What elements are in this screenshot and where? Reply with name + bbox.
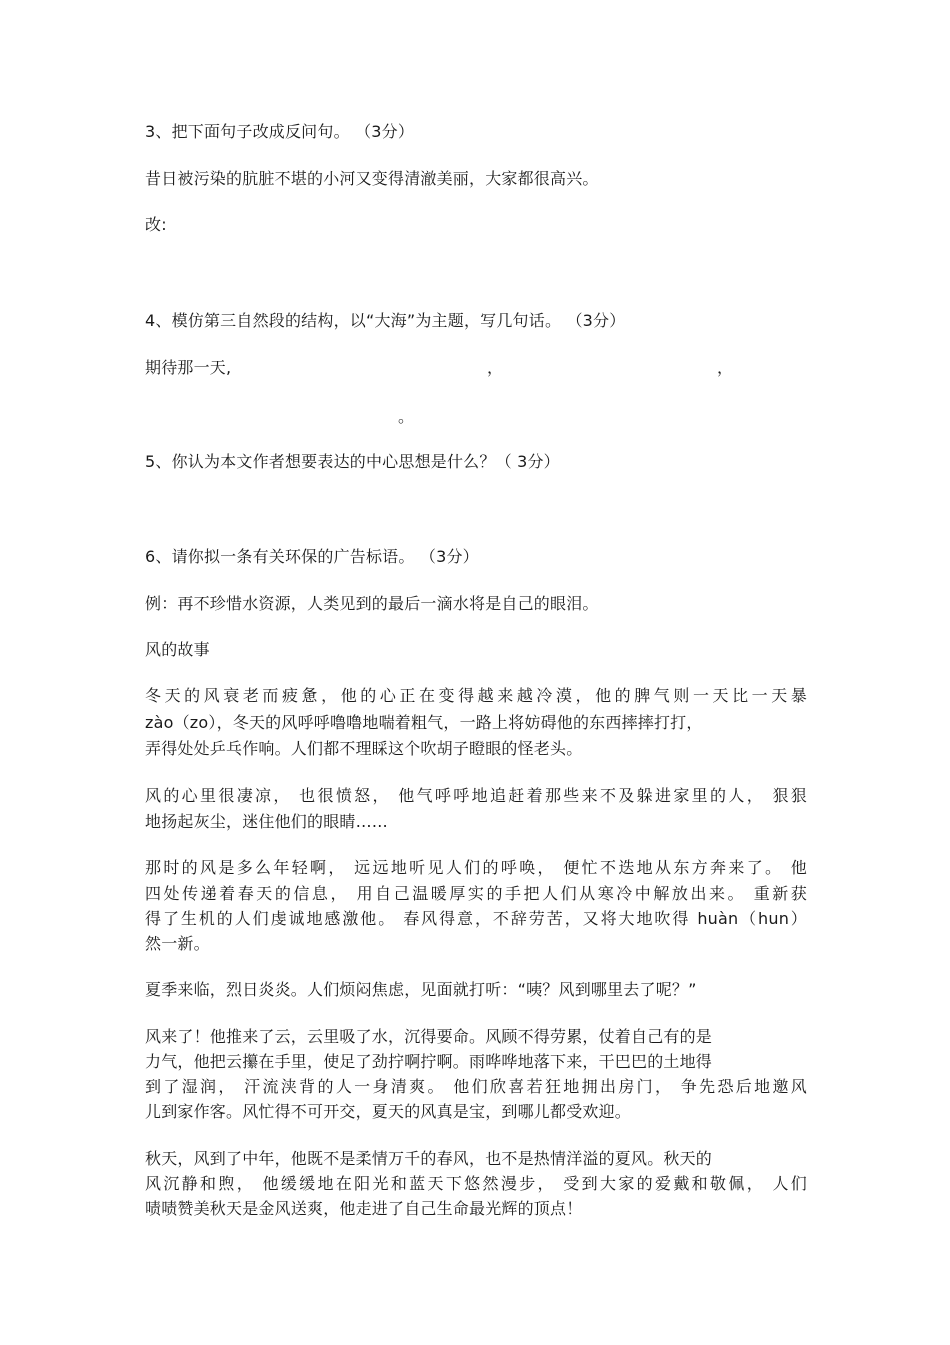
question-5-title: 5、你认为本文作者想要表达的中心思想是什么？（ 3分）: [145, 452, 560, 471]
story-p3-line-2: 四处传递着春天的信息， 用自己温暖厚实的手把人们从寒冷中解放出来。 重新获: [145, 884, 807, 903]
story-p1-line-3: 弄得处处乒乓作响。人们都不理睬这个吹胡子瞪眼的怪老头。: [145, 739, 583, 758]
story-p6-line-3: 啧啧赞美秋天是金风送爽，他走进了自己生命最光辉的顶点！: [145, 1199, 583, 1218]
question-3-sentence: 昔日被污染的肮脏不堪的小河又变得清澈美丽，大家都很高兴。: [145, 169, 599, 188]
story-p2-line-2: 地扬起灰尘，迷住他们的眼睛……: [145, 812, 389, 831]
question-4-period: 。: [398, 407, 415, 426]
story-p3-line-1: 那时的风是多么年轻啊， 远远地听见人们的呼唤， 便忙不迭地从东方奔来了。 他: [145, 858, 807, 877]
story-p3-line-3: 得了生机的人们虔诚地感激他。 春风得意，不辞劳苦，又将大地吹得 huàn（hun）: [145, 909, 807, 928]
story-title: 风的故事: [145, 640, 210, 659]
story-p6-line-2: 风沉静和煦， 他缓缓地在阳光和蓝天下悠然漫步， 受到大家的爱戴和敬佩， 人们: [145, 1174, 807, 1193]
question-4-fill-line: [145, 356, 807, 380]
story-p1-line-2: zào（zo），冬天的风呼呼噜噜地喘着粗气，一路上将妨碍他的东西摔摔打打，: [145, 713, 703, 732]
question-6-title: 6、请你拟一条有关环保的广告标语。 （3分）: [145, 547, 479, 566]
story-p5-line-1: 风来了！他推来了云，云里吸了水，沉得要命。风顾不得劳累，仗着自己有的是: [145, 1027, 713, 1046]
story-p5-line-2: 力气，他把云攥在手里，使足了劲拧啊拧啊。雨哗哗地落下来，干巴巴的土地得: [145, 1052, 713, 1071]
story-p3-line-4: 然一新。: [145, 934, 210, 953]
story-p5-line-3: 到了湿润， 汗流浃背的人一身清爽。 他们欣喜若狂地拥出房门， 争先恐后地邀风: [145, 1077, 807, 1096]
question-6-example: 例：再不珍惜水资源，人类见到的最后一滴水将是自己的眼泪。: [145, 594, 599, 613]
question-4-comma-1: ，: [487, 358, 504, 377]
story-p1-line-1: 冬天的风衰老而疲惫，他的心正在变得越来越冷漠，他的脾气则一天比一天暴: [145, 686, 807, 705]
story-p2-line-1: 风的心里很凄凉， 也很愤怒， 他气呼呼地追赶着那些来不及躲进家里的人， 狠狠: [145, 786, 807, 805]
question-4-comma-2: ，: [717, 358, 734, 377]
question-3-title: 3、把下面句子改成反问句。 （3分）: [145, 122, 415, 141]
story-p4-line-1: 夏季来临，烈日炎炎。人们烦闷焦虑，见面就打听：“咦？风到哪里去了呢？”: [145, 980, 697, 999]
story-p6-line-1: 秋天，风到了中年，他既不是柔情万千的春风，也不是热情洋溢的夏风。秋天的: [145, 1149, 713, 1168]
question-4-prompt: 期待那一天,: [145, 358, 232, 377]
story-p5-line-4: 儿到家作客。风忙得不可开交，夏天的风真是宝，到哪儿都受欢迎。: [145, 1102, 632, 1121]
question-4-title: 4、模仿第三自然段的结构，以“大海”为主题，写几句话。 （3分）: [145, 311, 626, 330]
question-3-answer-label: 改:: [145, 215, 167, 234]
